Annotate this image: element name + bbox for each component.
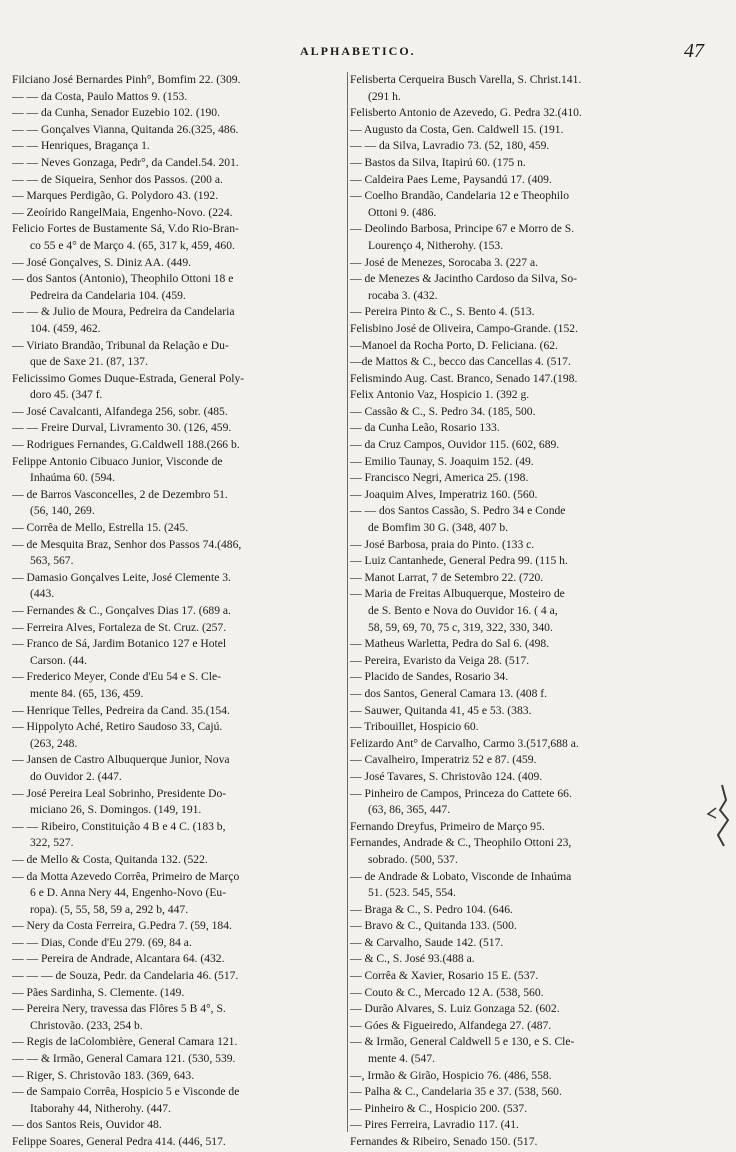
entry-line: — Augusto da Costa, Gen. Caldwell 15. (191. [350,122,564,136]
entry-line: — Fernandes & C., Gonçalves Dias 17. (689 a. [12,604,231,617]
entry-line: (63, 86, 365, 447. [368,803,451,817]
entry-line: — José de Menezes, Sorocaba 3. (227 a. [350,255,539,269]
directory-entry [12,1068,352,1085]
directory-entry [12,172,352,189]
directory-entry [12,255,352,272]
directory-entry [350,1018,728,1035]
entry-line: — Deolindo Barbosa, Principe 67 e Morro de S. [350,222,575,236]
entry-line: Felisbino José de Oliveira, Campo-Grande. (152. [350,321,578,335]
directory-entry [12,1134,352,1151]
entry-line: — — Ribeiro, Constituição 4 B e 4 C. (183 b, [12,819,226,833]
directory-entry [350,105,728,122]
entry-line: Fernando Dreyfus, Primeiro de Março 95. [350,819,545,833]
directory-entry [350,653,728,670]
directory-entry [12,271,352,304]
entry-line: Fernandes & Ribeiro, Senado 150. (517. [350,1135,538,1148]
directory-entry [12,669,352,702]
column-divider [347,72,348,1132]
entry-line: — — Dias, Conde d'Eu 279. (69, 84 a. [12,935,192,949]
directory-entry [350,221,728,254]
directory-entry [12,1051,352,1068]
directory-entry [12,155,352,172]
entry-line: — Corrêa de Mello, Estrella 15. (245. [12,521,189,535]
entry-line: — Bastos da Silva, Itapirú 60. (175 n. [350,155,526,169]
directory-entry [12,719,352,752]
directory-entry [350,752,728,769]
entry-line: — Coelho Brandão, Candelaria 12 e Theophilo [350,189,570,203]
entry-line: — & C., S. José 93.(488 a. [350,952,475,966]
directory-entry [350,935,728,952]
entry-line: — da Motta Azevedo Corrêa, Primeiro de Março [12,869,240,883]
entry-line: — de Mello & Costa, Quitanda 132. (522. [12,852,208,866]
directory-entry [350,968,728,985]
directory-entry [12,89,352,106]
directory-entry [350,869,728,902]
directory-entry [12,537,352,570]
entry-line: — — & Julio de Moura, Pedreira da Candelaria [12,305,235,319]
directory-entry [350,553,728,570]
entry-line: Felisberto Antonio de Azevedo, G. Pedra 32.(410. [350,106,582,120]
entry-line: — Henrique Telles, Pedreira da Cand. 35.(154. [12,703,230,717]
directory-entry [350,470,728,487]
entry-line: do Ouvidor 2. (447. [30,769,122,783]
entry-line: mente 4. (547. [368,1052,435,1066]
directory-entry [350,155,728,172]
directory-entry [12,105,352,122]
directory-entry [12,437,352,454]
entry-line: — — Neves Gonzaga, Pedr°, da Candel.54. 201. [12,155,239,169]
directory-entry [12,122,352,139]
entry-line: — Durão Alvares, S. Luiz Gonzaga 52. (602. [350,1002,560,1016]
directory-entry [12,570,352,603]
entry-line: — — dos Santos Cassão, S. Pedro 34 e Conde [350,504,566,518]
entry-line: — José Tavares, S. Christovão 124. (409. [350,769,543,783]
entry-line: — Emilio Taunay, S. Joaquim 152. (49. [350,454,534,468]
directory-entry [350,1101,728,1118]
entry-line: 563, 567. [30,554,74,568]
entry-line: — Maria de Freitas Albuquerque, Mosteiro de [350,587,565,601]
entry-line: (56, 140, 269. [30,504,95,518]
directory-entry [12,520,352,537]
entry-line: de S. Bento e Nova do Ouvidor 16. ( 4 a, [368,604,558,617]
directory-entry [350,719,728,736]
directory-entry [350,138,728,155]
entry-line: — Caldeira Paes Leme, Paysandú 17. (409. [350,172,552,186]
directory-entry [12,420,352,437]
entry-line: — Nery da Costa Ferreira, G.Pedra 7. (59, 184. [12,919,232,933]
directory-entry [12,819,352,852]
entry-line: (443. [30,587,55,601]
entry-line: Itaborahy 44, Nitherohy. (447. [30,1101,171,1115]
directory-entry [12,1001,352,1034]
directory-entry [350,1134,728,1151]
entry-line: — Bravo & C., Quitanda 133. (500. [350,919,517,933]
entry-line: — da Cunha Leão, Rosario 133. [350,421,500,435]
entry-line: — Pães Sardinha, S. Clemente. (149. [12,985,185,999]
entry-line: — Hippolyto Aché, Retiro Saudoso 33, Cajú. [12,720,223,734]
entry-line: — Pereira Nery, travessa das Flôres 5 B 4°, S. [12,1002,226,1016]
directory-entry [350,902,728,919]
directory-entry [350,835,728,868]
directory-entry [350,72,728,105]
entry-line: de Bomfim 30 G. (348, 407 b. [368,521,509,535]
directory-entry [12,985,352,1002]
directory-entry [12,338,352,371]
entry-line: Fernandes, Andrade & C., Theophilo Ottoni 23, [350,836,572,850]
directory-entry [350,570,728,587]
entry-line: — Pereira, Evaristo da Veiga 28. (517. [350,653,530,667]
entry-line: — de Andrade & Lobato, Visconde de Inhaúma [350,869,572,883]
entry-line: — de Sampaio Corrêa, Hospicio 5 e Visconde de [12,1085,240,1099]
entry-line: — — da Costa, Paulo Mattos 9. (153. [12,89,188,103]
entry-line: — Riger, S. Christovão 183. (369, 643. [12,1068,195,1082]
entry-line: — Cavalheiro, Imperatriz 52 e 87. (459. [350,753,537,767]
entry-line: — & Irmão, General Caldwell 5 e 130, e S. Cle- [350,1035,575,1049]
entry-line: Filciano José Bernardes Pinh°, Bomfim 22. (309. [12,73,241,86]
directory-entry [350,437,728,454]
entry-line: Felippe Soares, General Pedra 414. (446, 517. [12,1135,226,1148]
entry-line: — Pinheiro & C., Hospicio 200. (537. [350,1101,528,1115]
entry-line: — Pinheiro de Campos, Princeza do Cattete 66. [350,786,572,800]
entry-line: 6 e D. Anna Nery 44, Engenho-Novo (Eu- [30,886,227,900]
directory-entry [12,703,352,720]
entry-line: 104. (459, 462. [30,321,101,335]
entry-line: — — Gonçalves Vianna, Quitanda 26.(325, 486. [12,122,239,136]
entry-line: — dos Santos Reis, Ouvidor 48. [12,1118,162,1132]
entry-line: (291 h. [368,89,401,103]
directory-entry [12,786,352,819]
entry-line: — Pires Ferreira, Lavradio 117. (41. [350,1118,519,1132]
directory-entry [12,752,352,785]
entry-line: Felizardo Ant° de Carvalho, Carmo 3.(517,688 a. [350,736,579,750]
entry-line: rocaba 3. (432. [368,288,438,302]
entry-line: — — da Silva, Lavradio 73. (52, 180, 459. [350,139,550,153]
directory-entry [350,769,728,786]
directory-entry [350,736,728,753]
directory-entry [350,321,728,338]
entry-line: miciano 26, S. Domingos. (149, 191. [30,803,202,817]
entry-line: 322, 527. [30,836,74,850]
running-title: ALPHABETICO. [300,44,416,58]
directory-entry [350,271,728,304]
directory-entry [350,304,728,321]
entry-line: — Franco de Sá, Jardim Botanico 127 e Hotel [12,637,227,651]
margin-stain-mark [702,780,732,850]
directory-entry [350,1034,728,1067]
directory-entry [12,487,352,520]
directory-entry [12,371,352,404]
entry-line: — — da Cunha, Senador Euzebio 102. (190. [12,106,221,120]
entry-line: — Francisco Negri, America 25. (198. [350,471,529,485]
entry-line: — — Henriques, Bragança 1. [12,139,150,153]
directory-entry [350,686,728,703]
entry-line: — Cassão & C., S. Pedro 34. (185, 500. [350,404,536,418]
directory-entry [350,819,728,836]
directory-entry [350,172,728,189]
directory-entry [350,951,728,968]
entry-line: Lourenço 4, Nitherohy. (153. [368,238,504,252]
page-number: 47 [684,40,704,62]
directory-entry [12,1084,352,1117]
entry-line: Ottoni 9. (486. [368,205,437,219]
entry-line: — — de Siqueira, Senhor dos Passos. (200 a. [12,172,223,186]
entry-line: Felix Antonio Vaz, Hospicio 1. (392 g. [350,388,530,402]
entry-line: — Zeoírido RangelMaia, Engenho-Novo. (224. [12,205,233,219]
entry-line: —, Irmão & Girão, Hospicio 76. (486, 558. [350,1068,552,1082]
entry-line: — Regis de laColombière, General Camara 121. [12,1035,238,1049]
entry-line: — Braga & C., S. Pedro 104. (646. [350,902,513,916]
entry-line: —Manoel da Rocha Porto, D. Feliciana. (62. [350,338,558,352]
entry-line: — — — de Souza, Pedr. da Candelaria 46. (517. [12,969,239,983]
directory-entry [350,188,728,221]
directory-entry [12,951,352,968]
entry-line: — & Carvalho, Saude 142. (517. [350,935,504,949]
directory-entry [350,338,728,355]
entry-line: — Rodrigues Fernandes, G.Caldwell 188.(266 b. [12,438,240,452]
directory-entry [350,1068,728,1085]
entry-line: co 55 e 4° de Março 4. (65, 317 k, 459, 460. [30,238,235,252]
entry-line: — — Freire Durval, Livramento 30. (126, 459. [12,421,232,435]
directory-entry [350,354,728,371]
entry-line: — Corrêa & Xavier, Rosario 15 E. (537. [350,969,539,983]
directory-entry [350,487,728,504]
entry-line: — Jansen de Castro Albuquerque Junior, Nova [12,753,230,767]
entry-line: — Manot Larrat, 7 de Setembro 22. (720. [350,570,544,584]
directory-entry [12,454,352,487]
entry-line: — Marques Perdigão, G. Polydoro 43. (192. [12,189,219,203]
entry-line: doro 45. (347 f. [30,388,103,402]
directory-entry [350,786,728,819]
entry-line: — Sauwer, Quitanda 41, 45 e 53. (383. [350,703,532,717]
entry-line: 58, 59, 69, 70, 75 c, 319, 322, 330, 340. [368,620,553,634]
entry-line: 51. (523. 545, 554. [368,886,456,900]
entry-line: —de Mattos & C., becco das Cancellas 4. (517. [350,355,571,369]
entry-line: — da Cruz Campos, Ouvidor 115. (602, 689. [350,438,560,452]
entry-line: Christovão. (233, 254 b. [30,1018,143,1032]
directory-entry [12,404,352,421]
directory-entry [12,221,352,254]
right-column [350,72,728,1151]
directory-entry [12,918,352,935]
entry-line: Felippe Antonio Cibuaco Junior, Visconde de [12,454,223,468]
directory-entry [350,371,728,388]
directory-entry [12,935,352,952]
entry-line: Pedreira da Candelaria 104. (459. [30,288,186,302]
entry-line: — José Cavalcanti, Alfandega 256, sobr. (485. [12,404,228,418]
directory-entry [12,603,352,620]
entry-line: — dos Santos (Antonio), Theophilo Ottoni 18 e [12,272,234,286]
directory-entry [12,968,352,985]
directory-entry [350,404,728,421]
directory-entry [350,503,728,536]
directory-entry [350,537,728,554]
entry-line: — Matheus Warletta, Pedra do Sal 6. (498. [350,637,550,651]
entry-line: — José Gonçalves, S. Diniz AA. (449. [12,255,192,269]
entry-line: — José Barbosa, praia do Pinto. (133 c. [350,537,535,551]
entry-line: — Frederico Meyer, Conde d'Eu 54 e S. Cle- [12,670,221,684]
entry-line: Felismindo Aug. Cast. Branco, Senado 147.(198. [350,371,578,385]
entry-line: — Tribouillet, Hospicio 60. [350,720,479,734]
directory-entry [350,255,728,272]
directory-entry [350,918,728,935]
entry-line: — Góes & Figueiredo, Alfandega 27. (487. [350,1018,552,1032]
entry-line: (263, 248. [30,736,78,750]
directory-entry [350,703,728,720]
entry-line: — de Barros Vasconcelles, 2 de Dezembro 51. [12,487,228,501]
entry-line: — Joaquim Alves, Imperatriz 160. (560. [350,487,538,501]
directory-entry [350,420,728,437]
entry-line: — — & Irmão, General Camara 121. (530, 539. [12,1052,236,1066]
directory-entry [12,869,352,919]
entry-line: — Couto & C., Mercado 12 A. (538, 560. [350,985,544,999]
entry-line: — Damasio Gonçalves Leite, José Clemente 3. [12,570,231,584]
entry-line: — — Pereira de Andrade, Alcantara 64. (432. [12,952,225,966]
entry-line: Felicio Fortes de Bustamente Sá, V.do Rio-Bran- [12,222,239,236]
directory-entry [12,304,352,337]
entry-line: — de Mesquita Braz, Senhor dos Passos 74.(486, [12,537,242,551]
directory-entry [12,620,352,637]
directory-entry [350,122,728,139]
directory-entry [350,586,728,636]
entry-line: — dos Santos, General Camara 13. (408 f. [350,686,548,700]
entry-line: Felicissimo Gomes Duque-Estrada, General Poly- [12,371,245,385]
entry-line: Carson. (44. [30,653,87,667]
page-header [0,40,736,68]
entry-line: — Pereira Pinto & C., S. Bento 4. (513. [350,305,535,319]
left-column [12,72,352,1151]
entry-line: ropa). (5, 55, 58, 59 a, 292 b, 447. [30,902,189,916]
directory-entry [350,1001,728,1018]
directory-entry [12,72,352,89]
entry-line: — José Pereira Leal Sobrinho, Presidente Do- [12,786,227,800]
directory-entry [12,205,352,222]
directory-entry [350,669,728,686]
entry-line: — Viriato Brandão, Tribunal da Relação e Du- [12,338,229,352]
directory-entry [12,1034,352,1051]
entry-line: Inhaúma 60. (594. [30,471,116,485]
directory-entry [12,188,352,205]
directory-entry [350,636,728,653]
entry-line: Felisberta Cerqueira Busch Varella, S. Christ.141. [350,73,582,86]
entry-line: que de Saxe 21. (87, 137. [30,355,148,369]
directory-entry [350,1084,728,1101]
entry-line: — Palha & C., Candelaria 35 e 37. (538, 560. [350,1085,562,1099]
entry-line: sobrado. (500, 537. [368,852,458,866]
directory-entry [350,387,728,404]
directory-entry [350,454,728,471]
entry-line: mente 84. (65, 136, 459. [30,686,144,700]
directory-entry [12,636,352,669]
directory-entry [350,985,728,1002]
entry-line: — Luiz Cantanhede, General Pedra 99. (115 h. [350,554,568,568]
directory-entry [12,852,352,869]
entry-line: — Ferreira Alves, Fortaleza de St. Cruz. (257. [12,620,227,634]
entry-line: — Placido de Sandes, Rosario 34. [350,670,509,684]
directory-entry [12,1117,352,1134]
directory-entry [350,1117,728,1134]
directory-entry [12,138,352,155]
entry-line: — de Menezes & Jacintho Cardoso da Silva, So- [350,272,578,286]
